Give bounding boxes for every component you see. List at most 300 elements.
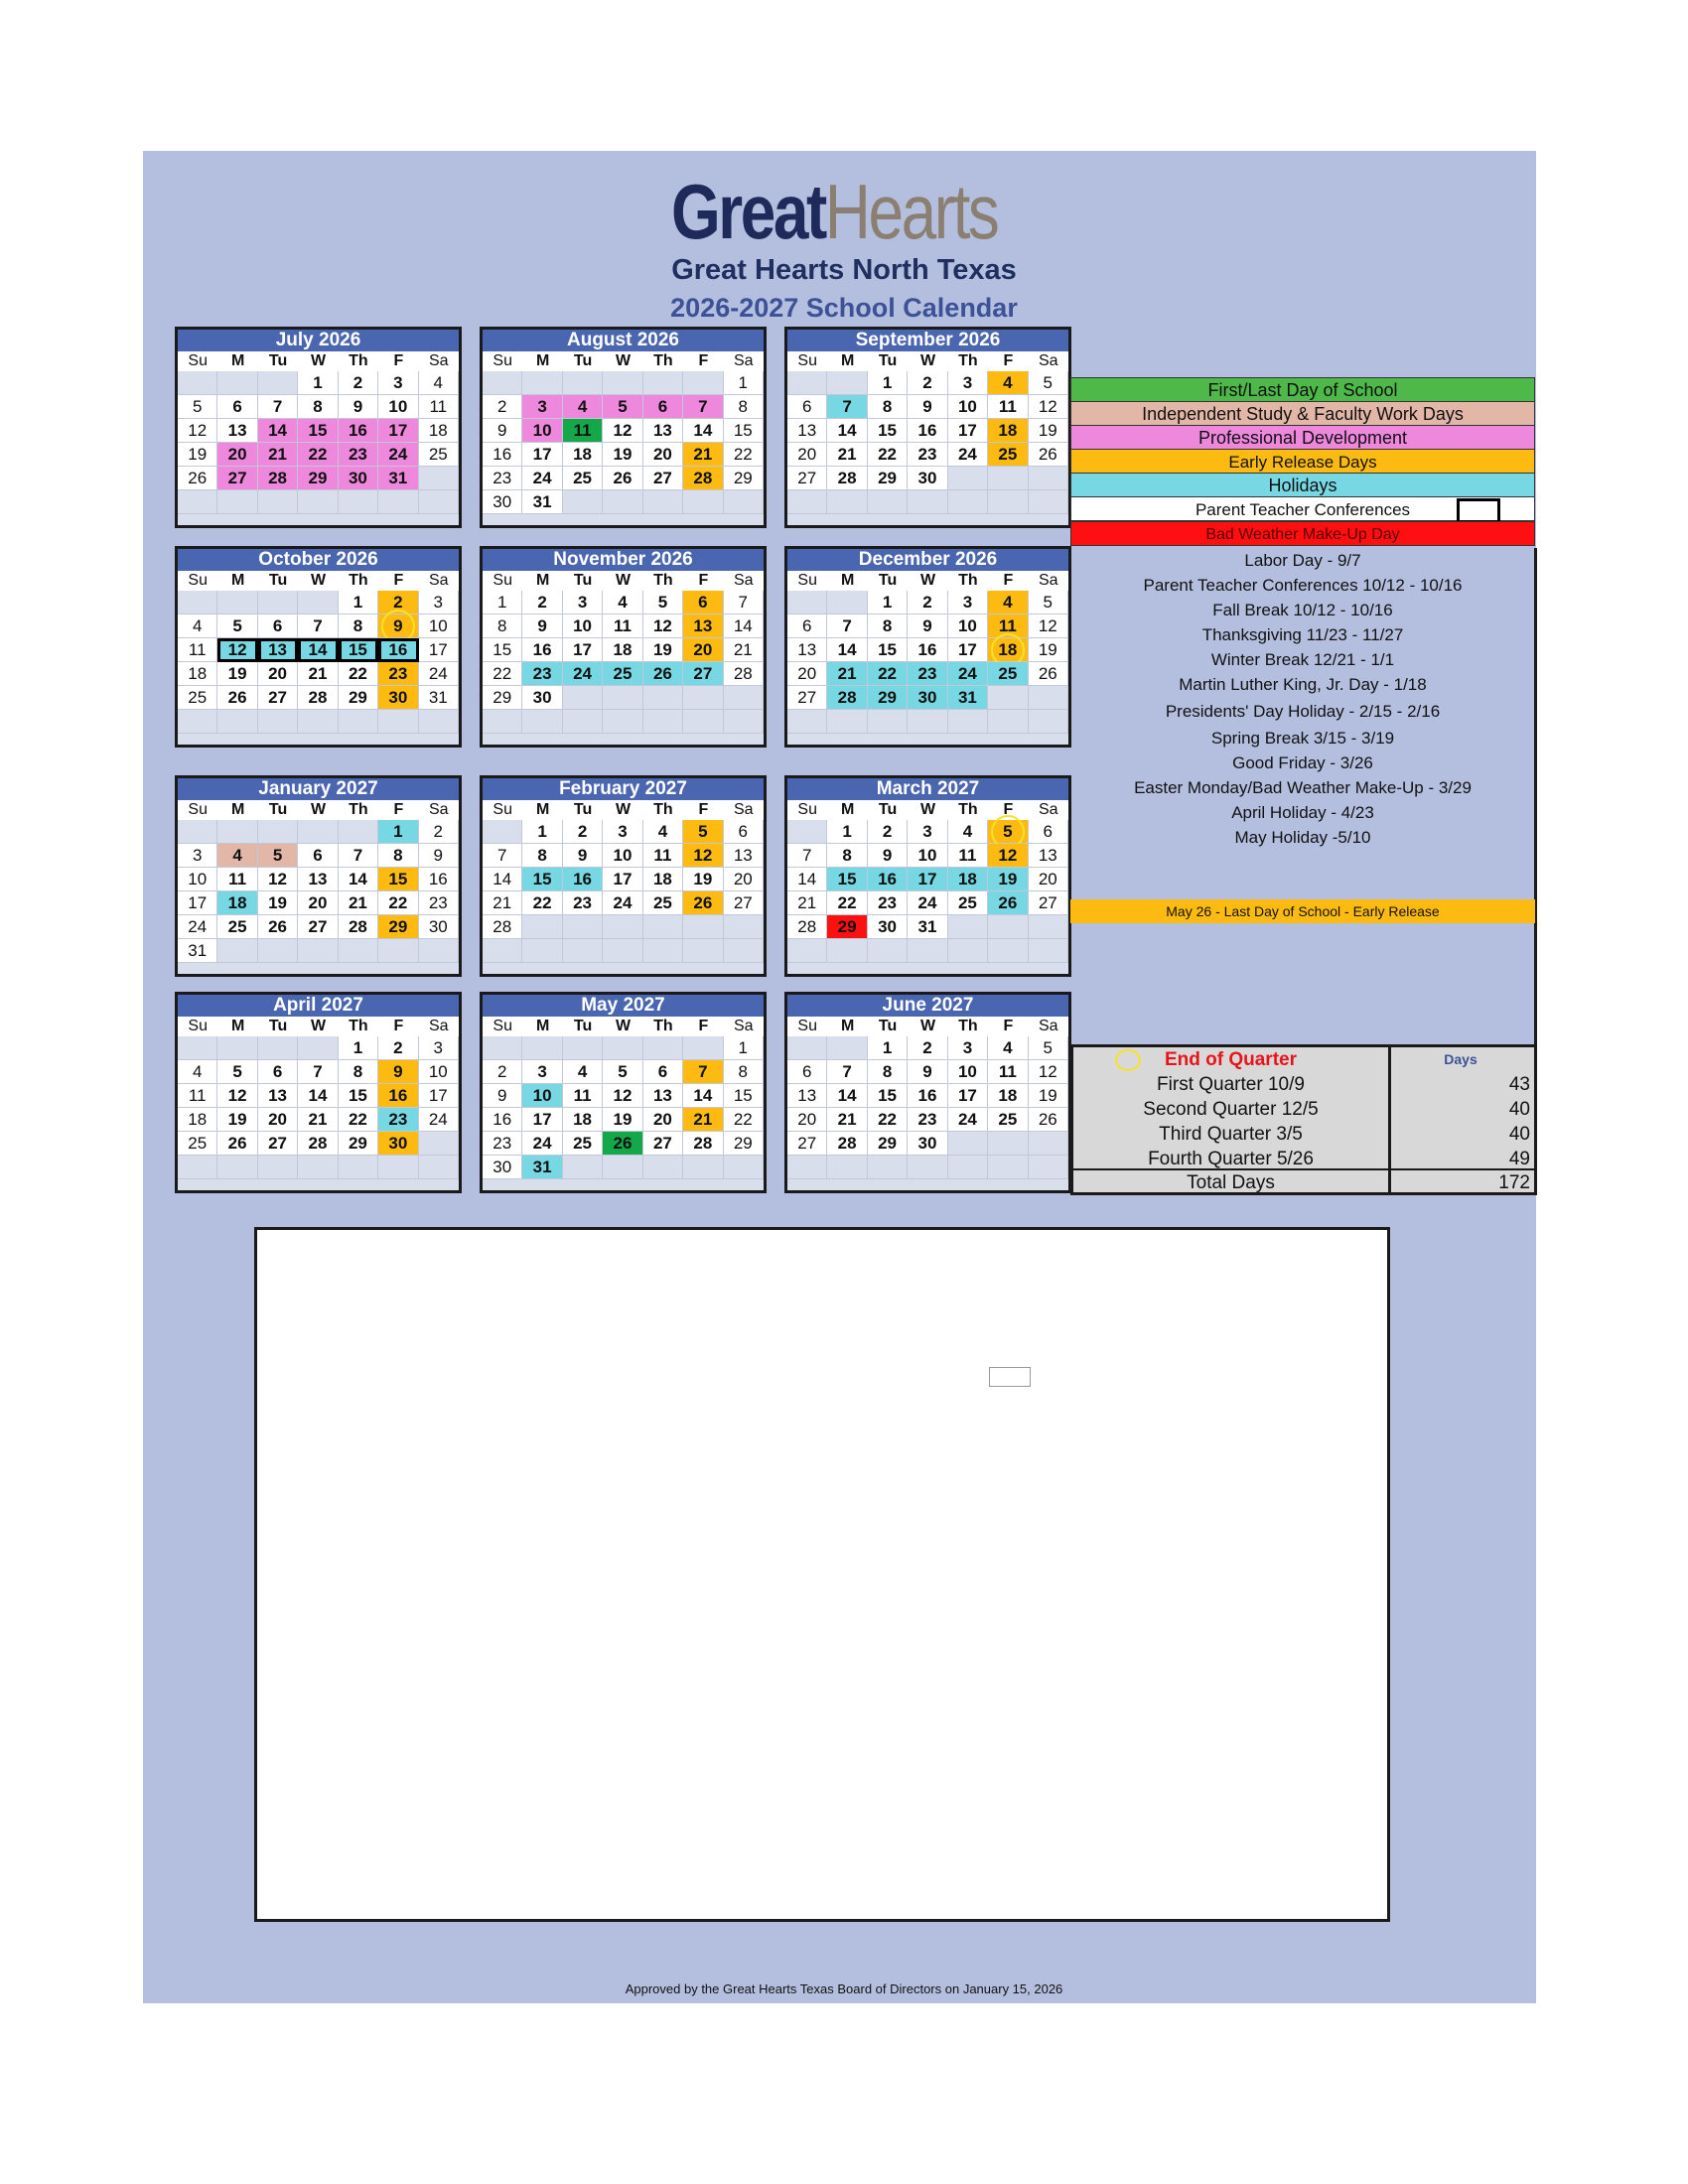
- day-cell: 3: [419, 591, 459, 614]
- day-cell: 22: [868, 443, 908, 467]
- day-cell: 18: [419, 419, 459, 443]
- day-cell: 15: [522, 868, 562, 891]
- day-cell: 16: [339, 419, 378, 443]
- day-cell: 8: [522, 844, 562, 868]
- day-cell: 28: [483, 915, 522, 939]
- weekday-header: F: [988, 800, 1028, 820]
- day-cell: 28: [724, 662, 764, 686]
- empty-day-cell: [683, 371, 723, 395]
- empty-day-cell: [258, 820, 298, 844]
- weekday-header: Tu: [258, 571, 298, 591]
- day-cell: 20: [787, 1108, 827, 1132]
- day-cell: 14: [483, 868, 522, 891]
- day-cell: 9: [563, 844, 603, 868]
- day-cell: 25: [948, 891, 988, 915]
- day-cell: 25: [178, 1132, 217, 1156]
- day-cell: 18: [988, 419, 1028, 443]
- day-cell: 6: [724, 820, 764, 844]
- day-cell: 5: [1029, 371, 1068, 395]
- day-cell: 14: [827, 1084, 867, 1108]
- day-cell: 8: [827, 844, 867, 868]
- day-cell: 16: [378, 1084, 418, 1108]
- quarter-days: 43: [1508, 1074, 1530, 1095]
- empty-day-cell: [683, 490, 723, 514]
- empty-day-cell: [339, 820, 378, 844]
- weekday-header: Tu: [868, 351, 908, 371]
- quarter-label: First Quarter 10/9: [1157, 1074, 1305, 1095]
- empty-day-cell: [178, 1156, 217, 1179]
- empty-day-cell: [948, 710, 988, 734]
- empty-day-cell: [988, 490, 1028, 514]
- day-cell: 8: [483, 614, 522, 638]
- day-cell: 12: [178, 419, 217, 443]
- day-cell: 3: [563, 591, 603, 614]
- day-cell: 10: [948, 614, 988, 638]
- page-subtitle: 2026-2027 School Calendar: [670, 293, 1018, 323]
- day-cell: 20: [643, 443, 683, 467]
- day-cell: 26: [603, 1132, 642, 1156]
- day-cell: 7: [787, 844, 827, 868]
- legend-swatch: [1457, 498, 1500, 523]
- day-cell: 13: [683, 614, 723, 638]
- empty-day-cell: [258, 1156, 298, 1179]
- empty-day-cell: [419, 1156, 459, 1179]
- empty-day-cell: [339, 490, 378, 514]
- empty-day-cell: [827, 710, 867, 734]
- day-cell: 11: [643, 844, 683, 868]
- weekday-header: Su: [178, 351, 217, 371]
- day-cell: 6: [217, 395, 257, 419]
- day-cell: 11: [988, 614, 1028, 638]
- weekday-header: Su: [787, 571, 827, 591]
- day-cell: 10: [948, 395, 988, 419]
- day-cell: 2: [908, 371, 947, 395]
- day-cell: 28: [339, 915, 378, 939]
- weekday-header: M: [522, 351, 562, 371]
- day-cell: 2: [522, 591, 562, 614]
- empty-day-cell: [1029, 1156, 1068, 1179]
- day-cell: 4: [643, 820, 683, 844]
- weekday-header: W: [298, 571, 338, 591]
- empty-day-cell: [603, 710, 642, 734]
- day-cell: 12: [988, 844, 1028, 868]
- approval-footer: Approved by the Great Hearts Texas Board of Directors on January 15, 2026: [625, 1981, 1063, 1996]
- day-cell: 17: [948, 1084, 988, 1108]
- day-cell: 25: [178, 686, 217, 710]
- day-cell: 11: [563, 1084, 603, 1108]
- empty-day-cell: [178, 490, 217, 514]
- weekday-header: Th: [948, 351, 988, 371]
- weekday-header: Su: [178, 1017, 217, 1036]
- day-cell: 22: [298, 443, 338, 467]
- day-cell: 23: [908, 1108, 947, 1132]
- weekday-header: Su: [178, 800, 217, 820]
- day-cell: 4: [178, 614, 217, 638]
- empty-day-cell: [908, 939, 947, 963]
- day-cell: 4: [178, 1060, 217, 1084]
- empty-day-cell: [988, 686, 1028, 710]
- weekday-header: W: [603, 800, 642, 820]
- empty-day-cell: [827, 490, 867, 514]
- day-cell: 20: [724, 868, 764, 891]
- empty-day-cell: [522, 371, 562, 395]
- day-cell: 17: [522, 1108, 562, 1132]
- day-cell: 3: [948, 591, 988, 614]
- empty-day-cell: [948, 1132, 988, 1156]
- empty-day-cell: [298, 591, 338, 614]
- day-cell: 22: [868, 662, 908, 686]
- day-cell: 22: [339, 1108, 378, 1132]
- empty-day-cell: [908, 710, 947, 734]
- day-cell: 11: [419, 395, 459, 419]
- empty-day-cell: [988, 710, 1028, 734]
- day-cell: 4: [217, 844, 257, 868]
- event-item: Spring Break 3/15 - 3/19: [1210, 729, 1395, 748]
- weekday-header: Th: [643, 351, 683, 371]
- great-hearts-logo: GreatHearts: [671, 168, 998, 255]
- weekday-header: Tu: [868, 571, 908, 591]
- empty-day-cell: [724, 939, 764, 963]
- day-cell: 5: [683, 820, 723, 844]
- day-cell: 3: [419, 1036, 459, 1060]
- weekday-header: W: [603, 1017, 642, 1036]
- empty-day-cell: [948, 490, 988, 514]
- day-cell: 11: [988, 395, 1028, 419]
- month-calendar: [175, 327, 462, 528]
- day-cell: 21: [258, 443, 298, 467]
- day-cell: 31: [178, 939, 217, 963]
- month-calendar: [784, 775, 1071, 977]
- page-title: Great Hearts North Texas: [671, 254, 1017, 286]
- day-cell: 9: [378, 614, 418, 638]
- day-cell: 26: [217, 686, 257, 710]
- empty-day-cell: [217, 1156, 257, 1179]
- day-cell: 23: [868, 891, 908, 915]
- day-cell: 8: [724, 1060, 764, 1084]
- empty-day-cell: [419, 1132, 459, 1156]
- empty-day-cell: [563, 1156, 603, 1179]
- weekday-header: W: [603, 571, 642, 591]
- day-cell: 28: [683, 1132, 723, 1156]
- day-cell: 7: [827, 614, 867, 638]
- weekday-header: Tu: [868, 1017, 908, 1036]
- day-cell: 14: [298, 638, 338, 662]
- day-cell: 19: [217, 1108, 257, 1132]
- day-cell: 26: [603, 467, 642, 490]
- day-cell: 1: [724, 1036, 764, 1060]
- day-cell: 12: [643, 614, 683, 638]
- empty-day-cell: [217, 939, 257, 963]
- day-cell: 11: [988, 1060, 1028, 1084]
- empty-day-cell: [178, 710, 217, 734]
- day-cell: 28: [827, 467, 867, 490]
- day-cell: 29: [483, 686, 522, 710]
- day-cell: 6: [683, 591, 723, 614]
- month-title: January 2027: [178, 778, 459, 800]
- day-cell: 25: [988, 1108, 1028, 1132]
- empty-day-cell: [643, 1036, 683, 1060]
- empty-day-cell: [988, 1132, 1028, 1156]
- weekday-header: Sa: [419, 571, 459, 591]
- empty-day-cell: [724, 915, 764, 939]
- day-cell: 13: [1029, 844, 1068, 868]
- day-cell: 1: [298, 371, 338, 395]
- empty-day-cell: [724, 490, 764, 514]
- weekday-header: Su: [787, 800, 827, 820]
- day-cell: 11: [603, 614, 642, 638]
- day-cell: 6: [643, 395, 683, 419]
- day-cell: 25: [563, 1132, 603, 1156]
- empty-day-cell: [178, 591, 217, 614]
- empty-day-cell: [258, 371, 298, 395]
- day-cell: 5: [1029, 591, 1068, 614]
- event-item: Fall Break 10/12 - 10/16: [1212, 601, 1393, 619]
- empty-day-cell: [683, 915, 723, 939]
- legend-item: [1070, 473, 1535, 497]
- day-cell: 20: [683, 638, 723, 662]
- empty-day-cell: [178, 371, 217, 395]
- day-cell: 24: [522, 1132, 562, 1156]
- day-cell: 20: [787, 443, 827, 467]
- day-cell: 28: [683, 467, 723, 490]
- day-cell: 23: [563, 891, 603, 915]
- day-cell: 9: [908, 395, 947, 419]
- day-cell: 17: [948, 638, 988, 662]
- empty-day-cell: [563, 490, 603, 514]
- quarter-label: Fourth Quarter 5/26: [1148, 1149, 1314, 1169]
- day-cell: 27: [258, 1132, 298, 1156]
- day-cell: 27: [787, 686, 827, 710]
- event-item: Presidents' Day Holiday - 2/15 - 2/16: [1165, 702, 1441, 721]
- day-cell: 15: [339, 638, 378, 662]
- empty-day-cell: [643, 710, 683, 734]
- day-cell: 30: [378, 1132, 418, 1156]
- empty-day-cell: [419, 939, 459, 963]
- day-cell: 27: [724, 891, 764, 915]
- day-cell: 13: [217, 419, 257, 443]
- day-cell: 3: [948, 1036, 988, 1060]
- day-cell: 11: [217, 868, 257, 891]
- weekday-header: Th: [643, 800, 683, 820]
- day-cell: 5: [603, 395, 642, 419]
- day-cell: 17: [563, 638, 603, 662]
- day-cell: 30: [339, 467, 378, 490]
- weekday-header: Th: [339, 571, 378, 591]
- day-cell: 10: [908, 844, 947, 868]
- weekday-header: W: [603, 351, 642, 371]
- day-cell: 12: [217, 638, 257, 662]
- day-cell: 8: [868, 1060, 908, 1084]
- legend-label: Independent Study & Faculty Work Days: [1142, 404, 1464, 424]
- day-cell: 27: [258, 686, 298, 710]
- legend-label: Professional Development: [1197, 428, 1408, 448]
- day-cell: 19: [1029, 1084, 1068, 1108]
- month-calendar: [175, 992, 462, 1193]
- day-cell: 5: [643, 591, 683, 614]
- month-title: October 2026: [178, 549, 459, 571]
- weekday-header: W: [908, 351, 947, 371]
- day-cell: 18: [217, 891, 257, 915]
- weekday-header: Su: [483, 1017, 522, 1036]
- weekday-header: M: [827, 1017, 867, 1036]
- empty-day-cell: [1029, 710, 1068, 734]
- empty-day-cell: [948, 939, 988, 963]
- day-cell: 18: [988, 1084, 1028, 1108]
- day-cell: 1: [522, 820, 562, 844]
- day-cell: 17: [419, 638, 459, 662]
- day-cell: 10: [419, 1060, 459, 1084]
- empty-day-cell: [1029, 1132, 1068, 1156]
- day-cell: 30: [868, 915, 908, 939]
- day-cell: 9: [483, 1084, 522, 1108]
- day-cell: 9: [378, 1060, 418, 1084]
- total-days: 172: [1498, 1172, 1530, 1193]
- day-cell: 26: [683, 891, 723, 915]
- day-cell: 15: [483, 638, 522, 662]
- days-header: Days: [1444, 1051, 1477, 1067]
- day-cell: 31: [522, 1156, 562, 1179]
- empty-day-cell: [298, 820, 338, 844]
- empty-day-cell: [643, 371, 683, 395]
- empty-day-cell: [603, 371, 642, 395]
- weekday-header: Th: [948, 800, 988, 820]
- empty-day-cell: [339, 710, 378, 734]
- day-cell: 3: [178, 844, 217, 868]
- day-cell: 21: [683, 443, 723, 467]
- day-cell: 22: [339, 662, 378, 686]
- weekday-header: Th: [643, 1017, 683, 1036]
- day-cell: 29: [724, 1132, 764, 1156]
- empty-day-cell: [827, 371, 867, 395]
- day-cell: 1: [378, 820, 418, 844]
- day-cell: 18: [563, 1108, 603, 1132]
- day-cell: 23: [522, 662, 562, 686]
- day-cell: 28: [827, 686, 867, 710]
- empty-day-cell: [378, 1156, 418, 1179]
- day-cell: 14: [339, 868, 378, 891]
- day-cell: 17: [419, 1084, 459, 1108]
- day-cell: 22: [522, 891, 562, 915]
- day-cell: 22: [868, 1108, 908, 1132]
- legend-item: [1070, 401, 1535, 426]
- day-cell: 20: [258, 1108, 298, 1132]
- weekday-header: Su: [787, 351, 827, 371]
- day-cell: 10: [522, 419, 562, 443]
- empty-day-cell: [258, 1036, 298, 1060]
- day-cell: 16: [483, 443, 522, 467]
- day-cell: 2: [908, 591, 947, 614]
- day-cell: 20: [787, 662, 827, 686]
- day-cell: 23: [908, 443, 947, 467]
- day-cell: 23: [908, 662, 947, 686]
- empty-day-cell: [948, 467, 988, 490]
- empty-day-cell: [563, 939, 603, 963]
- weekday-header: F: [683, 351, 723, 371]
- empty-day-cell: [178, 1036, 217, 1060]
- day-cell: 29: [339, 686, 378, 710]
- empty-day-cell: [724, 710, 764, 734]
- day-cell: 4: [948, 820, 988, 844]
- day-cell: 29: [868, 1132, 908, 1156]
- empty-day-cell: [298, 490, 338, 514]
- day-cell: 16: [378, 638, 418, 662]
- empty-day-cell: [522, 939, 562, 963]
- month-title: February 2027: [483, 778, 764, 800]
- day-cell: 10: [178, 868, 217, 891]
- empty-day-cell: [787, 1156, 827, 1179]
- day-cell: 6: [787, 614, 827, 638]
- event-item: May Holiday -5/10: [1234, 828, 1371, 847]
- day-cell: 29: [827, 915, 867, 939]
- weekday-header: Su: [483, 800, 522, 820]
- empty-day-cell: [419, 490, 459, 514]
- day-cell: 16: [483, 1108, 522, 1132]
- day-cell: 8: [298, 395, 338, 419]
- weekday-header: Th: [643, 571, 683, 591]
- empty-day-cell: [787, 710, 827, 734]
- day-cell: 18: [988, 638, 1028, 662]
- month-title: November 2026: [483, 549, 764, 571]
- empty-day-cell: [643, 490, 683, 514]
- empty-day-cell: [217, 820, 257, 844]
- day-cell: 2: [483, 395, 522, 419]
- day-cell: 3: [378, 371, 418, 395]
- day-cell: 20: [298, 891, 338, 915]
- weekday-header: F: [378, 571, 418, 591]
- day-cell: 9: [419, 844, 459, 868]
- day-cell: 27: [643, 467, 683, 490]
- legend-label: Early Release Days: [1228, 453, 1377, 472]
- weekday-header: Tu: [258, 351, 298, 371]
- empty-day-cell: [483, 1036, 522, 1060]
- empty-day-cell: [988, 467, 1028, 490]
- empty-day-cell: [827, 591, 867, 614]
- day-cell: 2: [378, 1036, 418, 1060]
- day-cell: 19: [683, 868, 723, 891]
- day-cell: 5: [603, 1060, 642, 1084]
- empty-day-cell: [217, 1036, 257, 1060]
- empty-day-cell: [988, 915, 1028, 939]
- day-cell: 4: [988, 371, 1028, 395]
- day-cell: 21: [827, 662, 867, 686]
- day-cell: 1: [868, 371, 908, 395]
- day-cell: 21: [827, 443, 867, 467]
- empty-day-cell: [563, 686, 603, 710]
- day-cell: 21: [827, 1108, 867, 1132]
- day-cell: 2: [868, 820, 908, 844]
- day-cell: 28: [298, 686, 338, 710]
- empty-day-cell: [483, 939, 522, 963]
- day-cell: 4: [988, 591, 1028, 614]
- empty-day-cell: [217, 591, 257, 614]
- last-day-note: May 26 - Last Day of School - Early Release: [1070, 899, 1535, 923]
- empty-day-cell: [724, 686, 764, 710]
- day-cell: 17: [603, 868, 642, 891]
- day-cell: 3: [522, 1060, 562, 1084]
- day-cell: 19: [603, 1108, 642, 1132]
- weekday-header: F: [683, 1017, 723, 1036]
- day-cell: 27: [643, 1132, 683, 1156]
- day-cell: 10: [378, 395, 418, 419]
- day-cell: 21: [339, 891, 378, 915]
- empty-day-cell: [868, 1156, 908, 1179]
- empty-day-cell: [908, 1156, 947, 1179]
- weekday-header: Sa: [1029, 351, 1068, 371]
- weekday-header: M: [522, 571, 562, 591]
- day-cell: 5: [217, 1060, 257, 1084]
- day-cell: 15: [378, 868, 418, 891]
- day-cell: 13: [258, 1084, 298, 1108]
